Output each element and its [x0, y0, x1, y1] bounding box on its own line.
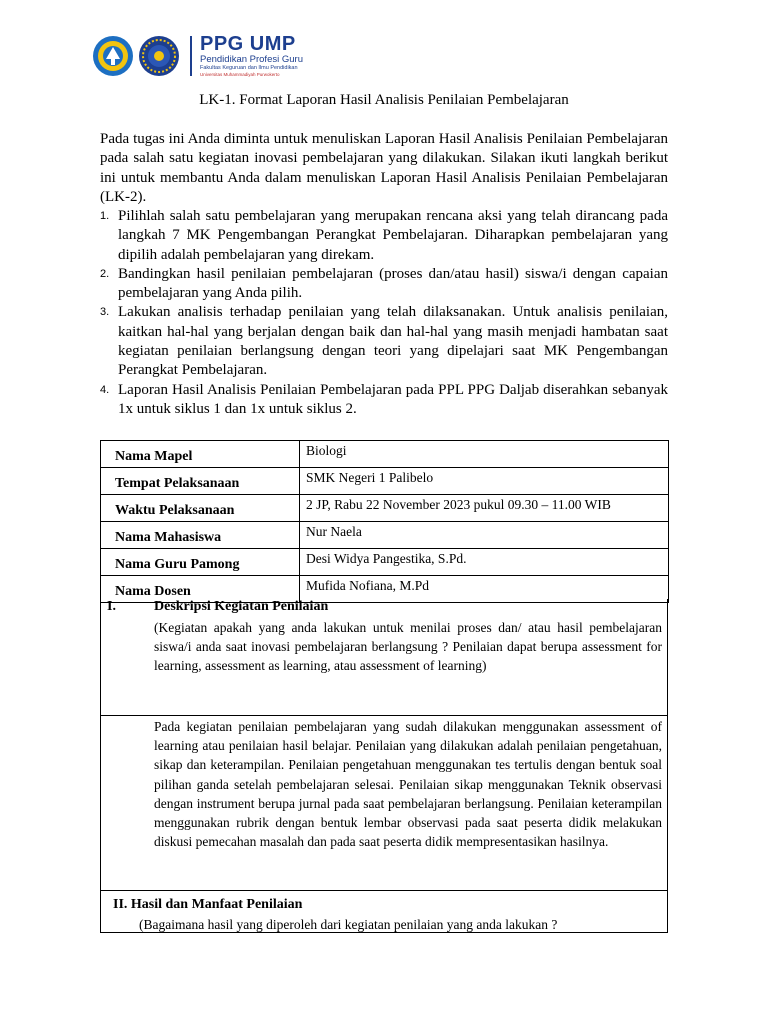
table-label: Waktu Pelaksanaan — [101, 495, 300, 522]
table-label: Nama Guru Pamong — [101, 549, 300, 576]
step-number: 1. — [100, 210, 110, 222]
table-value: Desi Widya Pangestika, S.Pd. — [300, 549, 669, 576]
step-text: Lakukan analisis terhadap penilaian yang telah dilaksanakan. Untuk analisis penilaian, kaitkan hal-hal yang berjalan dengan baik dan hal-hal yang masih menjadi hambatan saat kegiatan penilaian berlangsung dengan teori yang dipelajari saat MK Pengembangan Perangkat Pembelajaran. — [118, 304, 668, 379]
section-2 — [100, 890, 668, 933]
step-item — [100, 207, 668, 265]
section-1-answer-text: Pada kegiatan penilaian pembelajaran yang sudah dilakukan menggunakan assessment of learning atau penilaian hasil belajar. Penilaian yang dilakukan adalah penilaian pengetahuan, sikap dan keterampilan. Penilaian pengetahuan menggunakan tes tertulis dengan bentuk soal pilihan ganda setelah pembelajaran selesai. Penilaian sikap menggunakan Teknik observasi dengan instrument berupa jurnal pada saat pembelajaran berlangsung. Penilaian keterampilan menggunakan rubrik dengan bentuk lembar observasi pada saat peserta didik melakukan diskusi pemecahan masalah dan pada saat peserta didik mempresentasikan hasilnya. — [154, 719, 662, 850]
section-1-number: I. — [107, 599, 116, 614]
brand-divider — [190, 36, 192, 76]
table-label: Tempat Pelaksanaan — [101, 468, 300, 495]
step-number: 2. — [100, 267, 110, 280]
brand-university: Universitas Muhammadiyah Purwokerto — [200, 72, 280, 77]
table-row — [101, 468, 669, 495]
table-label: Nama Mapel — [101, 441, 300, 468]
ump-seal-logo — [138, 35, 180, 77]
table-row — [101, 441, 669, 468]
table-label: Nama Mahasiswa — [101, 522, 300, 549]
table-row — [101, 549, 669, 576]
step-item — [100, 381, 668, 420]
section-1-description: (Kegiatan apakah yang anda lakukan untuk menilai proses dan/ atau hasil pembelajaran siswa/i anda saat inovasi pembelajaran berlangsung ? Penilaian dapat berupa assessment for learning, assessment as learning, atau assessment of learning) — [154, 620, 662, 674]
section-1-header — [100, 599, 668, 716]
info-table — [100, 440, 669, 603]
table-value: 2 JP, Rabu 22 November 2023 pukul 09.30 – 11.00 WIB — [300, 495, 669, 522]
tut-wuri-handayani-logo — [92, 35, 134, 77]
table-value: Nur Naela — [300, 522, 669, 549]
step-text: Pilihlah salah satu pembelajaran yang merupakan rencana aksi yang telah dirancang pada langkah 7 MK Pengembangan Perangkat Pembelajaran. Diharapkan pembelajaran yang dipilih adalah pembelajaran yang direkam. — [118, 208, 668, 263]
brand-subtitle: Pendidikan Profesi Guru — [200, 54, 303, 65]
table-value: SMK Negeri 1 Palibelo — [300, 468, 669, 495]
table-row — [101, 495, 669, 522]
section-2-title: II. Hasil dan Manfaat Penilaian — [113, 897, 303, 912]
table-value: Mufida Nofiana, M.Pd — [300, 576, 669, 603]
section-1-answer — [100, 715, 668, 891]
section-2-description: (Bagaimana hasil yang diperoleh dari kegiatan penilaian yang anda lakukan ? — [139, 917, 558, 932]
ppg-ump-brand — [200, 34, 303, 78]
brand-title: PPG UMP — [200, 33, 296, 55]
brand-faculty: Fakultas Keguruan dan Ilmu Pendidikan — [200, 65, 298, 71]
header-logos — [92, 34, 303, 78]
table-value: Biologi — [300, 441, 669, 468]
table-label: Nama Dosen — [101, 576, 300, 603]
step-text: Bandingkan hasil penilaian pembelajaran (proses dan/atau hasil) siswa/i dengan capaian pembelajaran yang Anda pilih. — [118, 265, 668, 302]
instruction-steps — [100, 207, 668, 419]
step-text: Laporan Hasil Analisis Penilaian Pembelajaran pada PPL PPG Daljab diserahkan sebanyak 1x untuk siklus 1 dan 1x untuk siklus 2. — [118, 381, 668, 417]
step-item — [100, 303, 668, 380]
step-number: 3. — [100, 306, 110, 319]
document-title: LK-1. Format Laporan Hasil Analisis Penilaian Pembelajaran — [199, 92, 569, 108]
step-item — [100, 265, 668, 304]
intro-text: Pada tugas ini Anda diminta untuk menuliskan Laporan Hasil Analisis Penilaian Pembelajaran pada salah satu kegiatan inovasi pembelajaran yang dilakukan. Silakan ikuti langkah berikut ini untuk membantu Anda dalam menuliskan Laporan Hasil Analisis Penilaian Pembelajaran (LK-2). — [100, 131, 668, 205]
section-1-title: Deskripsi Kegiatan Penilaian — [154, 599, 329, 614]
step-number: 4. — [100, 383, 110, 396]
intro-paragraph — [100, 130, 668, 207]
table-row — [101, 522, 669, 549]
